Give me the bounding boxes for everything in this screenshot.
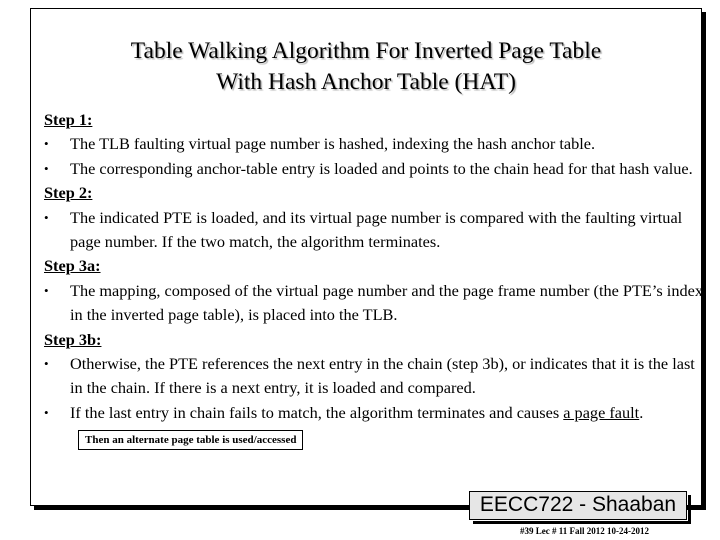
slide-footer: #39 Lec # 11 Fall 2012 10-24-2012 xyxy=(520,526,649,536)
step-1-label: Step 1: xyxy=(44,110,93,129)
bullet-dot-icon: • xyxy=(44,404,49,420)
step-3a-label: Step 3a: xyxy=(44,256,101,276)
step-2-bullet-1: • The indicated PTE is loaded, and its virtual page number is compared with the faulting virtual page number. If the two match, the algorithm terminates. xyxy=(44,207,683,252)
step-1-bullet-1: • The TLB faulting virtual page number is hashed, indexing the hash anchor table. xyxy=(44,132,704,156)
slide-title xyxy=(30,36,702,98)
step-3b-bullet-1: • Otherwise, the PTE references the next entry in the chain (step 3b), or indicates that it is the last in the chain. If there is a next entry, it is loaded and compared. xyxy=(44,354,695,398)
bullet-dot-icon: • xyxy=(44,160,49,176)
step-2-label: Step 2: xyxy=(44,183,93,203)
bullet-dot-icon: • xyxy=(44,209,49,225)
step-3b-label: Step 3b: xyxy=(44,329,102,349)
bullet-dot-icon: • xyxy=(44,136,49,152)
step-3a-bullet-1: • The mapping, composed of the virtual page number and the page frame number (the PTE’s index in the inverted page table), is placed into the TLB. xyxy=(44,280,703,325)
alternate-table-callout: Then an alternate page table is used/accessed xyxy=(78,430,303,450)
bullet-dot-icon: • xyxy=(44,356,49,372)
slide-body xyxy=(44,108,704,450)
step-3b-bullet-2: • If the last entry in chain fails to match, the algorithm terminates and causes a page fault.Then an alternate page table is used/accessed xyxy=(44,401,704,450)
title-line-1: Table Walking Algorithm For Inverted Page Table xyxy=(130,38,602,64)
title-line-2: With Hash Anchor Table (HAT) xyxy=(216,69,516,95)
page-fault-text: a page fault xyxy=(563,402,640,422)
course-badge: EECC722 - Shaaban xyxy=(469,491,687,520)
bullet-dot-icon: • xyxy=(44,282,49,298)
step-1-bullet-2: • The corresponding anchor-table entry is loaded and points to the chain head for that hash value. xyxy=(44,157,704,181)
